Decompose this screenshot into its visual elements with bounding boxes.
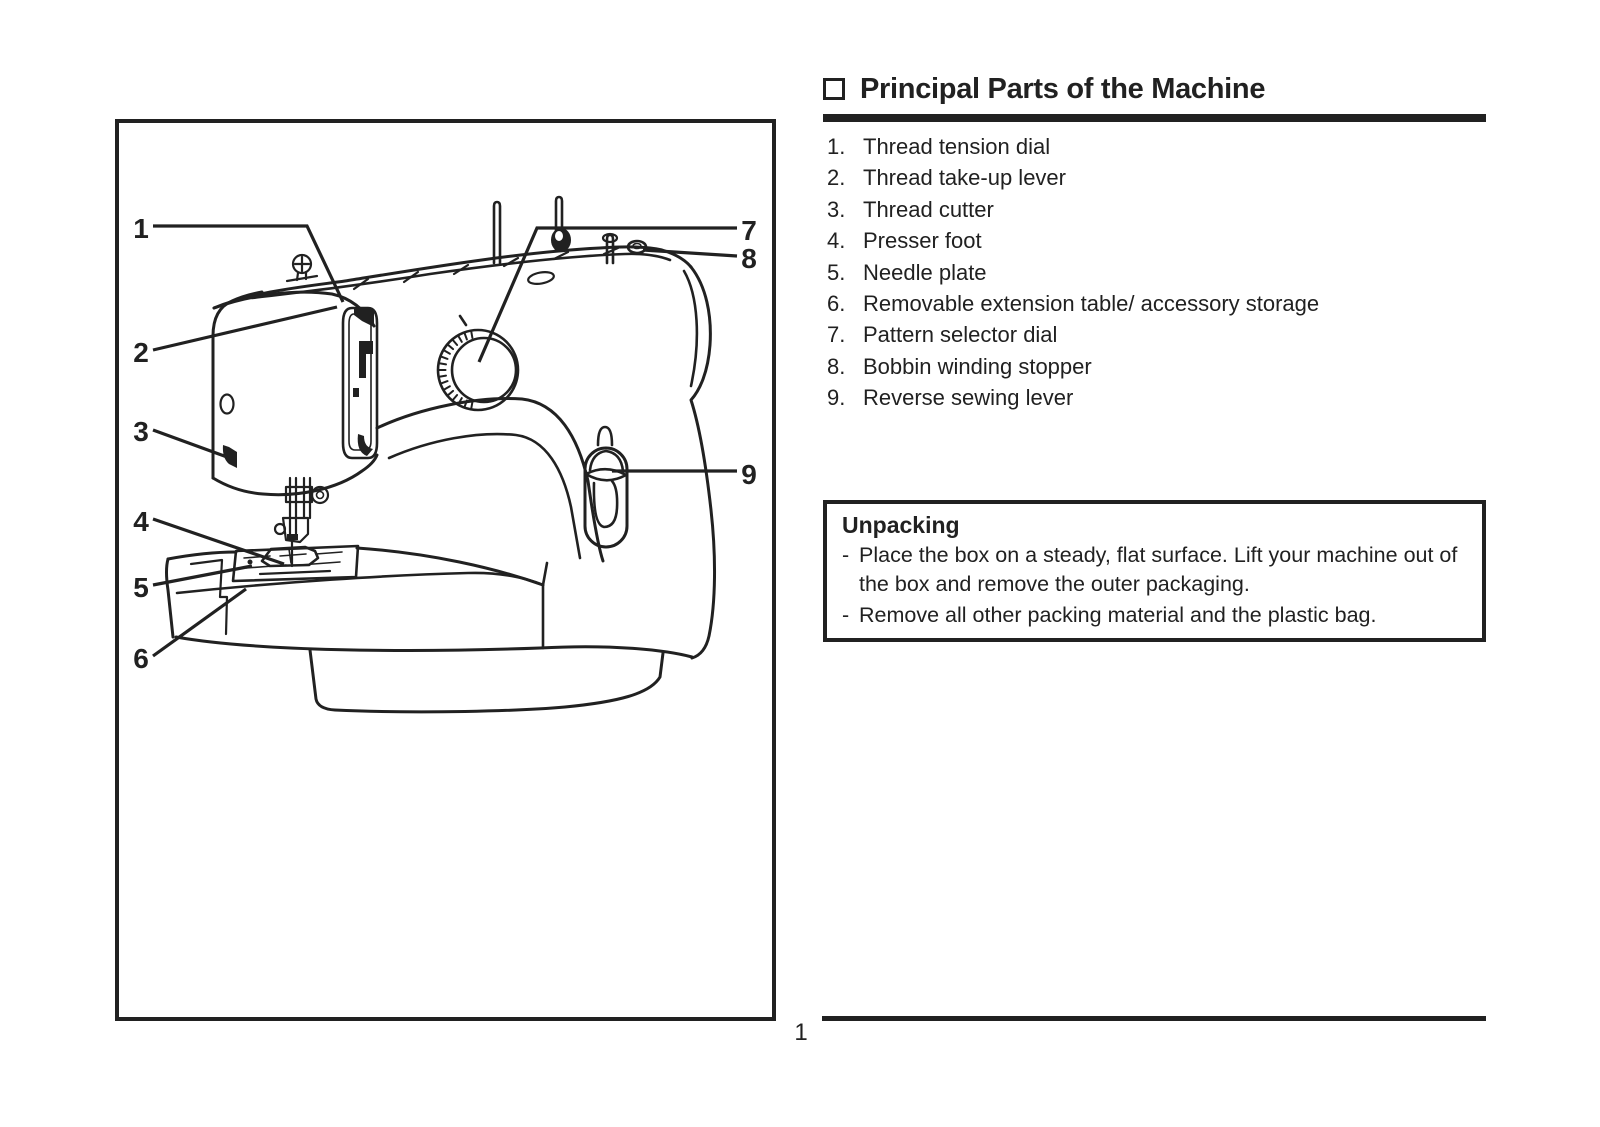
- item-number: 9.: [827, 385, 846, 411]
- unpacking-bullet: [842, 601, 1472, 630]
- list-item: [827, 382, 1507, 413]
- face-screw-hole: [221, 395, 234, 414]
- item-number: 2.: [827, 165, 846, 191]
- reverse-sewing-lever: [585, 427, 627, 547]
- item-label: Thread cutter: [863, 196, 994, 222]
- bullet-text: Remove all other packing material and the plastic bag.: [859, 603, 1377, 628]
- section-title: Principal Parts of the Machine: [860, 72, 1266, 105]
- footer-rule: [822, 1016, 1486, 1021]
- slot-top-notch: [354, 309, 374, 327]
- parts-list: [827, 131, 1507, 414]
- callout-3: 3: [133, 416, 149, 447]
- machine-head: [213, 255, 377, 495]
- checkbox-square-icon: [823, 78, 845, 100]
- bullet-dash: -: [842, 543, 850, 567]
- list-item: [827, 194, 1507, 225]
- unpacking-title: Unpacking: [842, 512, 960, 538]
- top-vent-oval: [527, 270, 555, 285]
- bullet-dash: -: [842, 603, 850, 628]
- callout-4: 4: [133, 506, 149, 537]
- item-label: Removable extension table/ accessory storage: [863, 291, 1320, 317]
- callout-8: 8: [741, 243, 757, 274]
- list-item: [827, 131, 1507, 162]
- callout-2: 2: [133, 337, 149, 368]
- item-label: Presser foot: [863, 228, 982, 254]
- callout-1: 1: [133, 213, 149, 244]
- needle-assembly: [262, 478, 328, 566]
- callout-5: 5: [133, 572, 149, 603]
- list-item: [827, 162, 1507, 193]
- page-number: 1: [794, 1019, 808, 1046]
- list-item: [827, 319, 1507, 350]
- list-item: [827, 351, 1507, 382]
- machine-outline: [176, 247, 715, 712]
- list-item: [827, 257, 1507, 288]
- item-label: Pattern selector dial: [863, 322, 1058, 348]
- bullet-text: Place the box on a steady, flat surface. Lift your machine out of the box and remove the outer packaging.: [859, 543, 1458, 596]
- item-number: 5.: [827, 259, 846, 285]
- item-label: Bobbin winding stopper: [863, 353, 1092, 379]
- item-label: Thread take-up lever: [863, 165, 1066, 191]
- callout-9: 9: [741, 459, 757, 490]
- item-number: 4.: [827, 228, 846, 254]
- callout-6: 6: [133, 643, 149, 674]
- section-heading: [823, 70, 1265, 108]
- heading-rule: [823, 114, 1486, 122]
- list-item: [827, 288, 1507, 319]
- item-number: 6.: [827, 291, 846, 317]
- item-number: 8.: [827, 353, 846, 379]
- bobbin-winder-spindle: [607, 235, 613, 263]
- list-item: [827, 225, 1507, 256]
- item-number: 3.: [827, 196, 846, 222]
- dial-pointer: [460, 316, 466, 325]
- unpacking-bullet: [842, 541, 1472, 598]
- unpacking-box: [823, 500, 1486, 642]
- pattern-selector-dial: [438, 316, 518, 410]
- item-label: Thread tension dial: [863, 134, 1051, 159]
- sewing-machine-diagram: [119, 123, 772, 1017]
- spool-pin: [494, 202, 500, 263]
- item-number: 1.: [827, 134, 846, 159]
- item-label: Needle plate: [863, 259, 987, 285]
- callout-7: 7: [741, 215, 757, 246]
- item-label: Reverse sewing lever: [863, 385, 1074, 411]
- item-number: 7.: [827, 322, 846, 348]
- machine-diagram-box: [115, 119, 776, 1021]
- free-arm: [377, 399, 603, 561]
- slot-guide-mark: [353, 388, 359, 397]
